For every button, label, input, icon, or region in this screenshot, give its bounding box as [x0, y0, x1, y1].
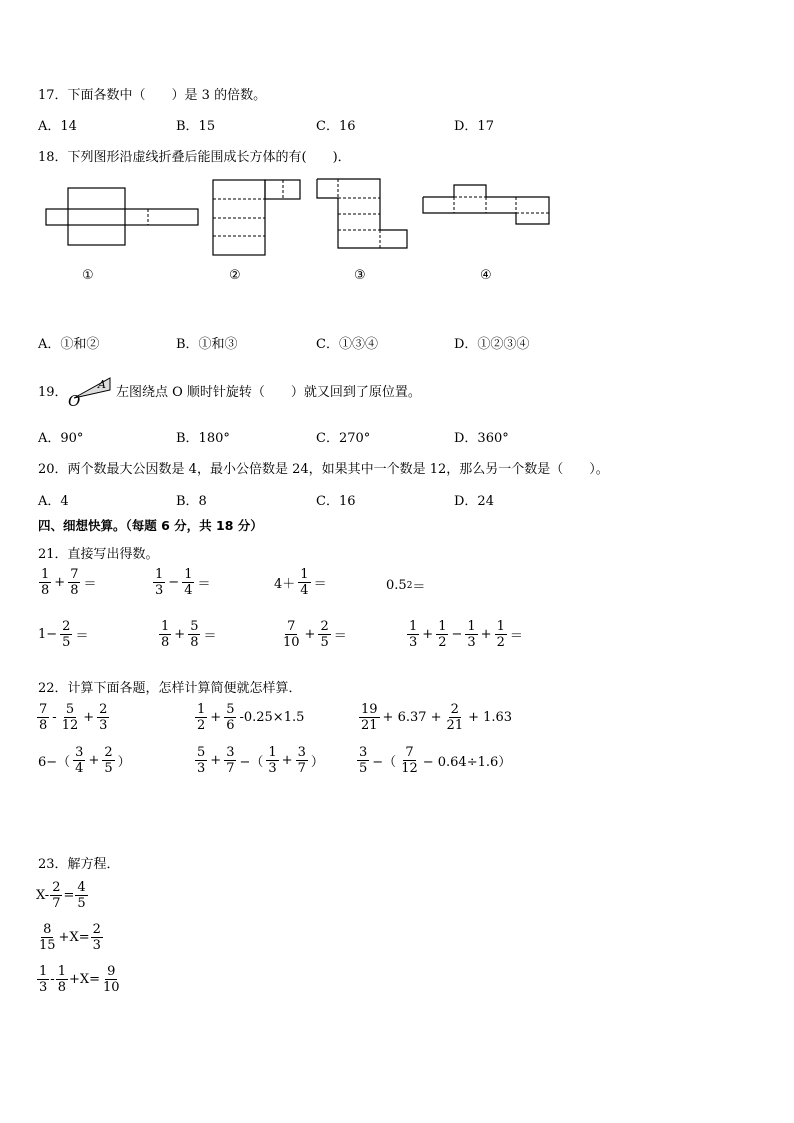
q22-stem: 22．计算下面各题，怎样计算简便就怎样算．: [38, 681, 302, 696]
q21-expr-7: $\frac{7}{10}$ + $\frac{2}{5}$ ＝: [283, 619, 347, 650]
triangle-rotation-figure: [68, 376, 114, 410]
q19-stem: 左图绕点 O 顺时针旋转（ ）就又回到了原位置。: [116, 385, 421, 400]
q20-option-b: B．8: [176, 494, 207, 509]
vertex-o-label: O: [68, 392, 81, 410]
q20-option-a: A．4: [38, 494, 69, 509]
q23-equation-2: $\frac{8}{15}$ +X= $\frac{2}{3}$: [39, 922, 101, 953]
q22-expr-5: $\frac{5}{3}$ + $\frac{3}{7}$ −（ $\frac{1}{3}$ + $\frac{3}{7}$ ）: [197, 745, 324, 776]
net-figure-1: [46, 188, 206, 248]
q21-expr-2: $\frac{1}{3}$ − $\frac{1}{4}$ ＝: [155, 567, 211, 598]
section-4-title: 四、细想快算。（每题 6 分，共 18 分）: [38, 518, 263, 533]
q21-expr-5: 1− $\frac{2}{5}$ ＝: [38, 619, 89, 650]
q18-stem: 18．下列图形沿虚线折叠后能围成长方体的有( )．: [38, 150, 351, 165]
q22-expr-2: $\frac{1}{2}$ + $\frac{5}{6}$ -0.25×1.5: [197, 702, 305, 733]
q21-expr-4: 0.5 2 ＝: [386, 578, 426, 595]
q17-option-a: A．14: [38, 119, 77, 134]
vertex-a-label: A: [98, 378, 106, 391]
q17-option-c: C．16: [316, 119, 356, 134]
net-label-2: ②: [229, 268, 241, 283]
q18-option-c: C．①③④: [316, 337, 378, 352]
net-figure-2: [212, 179, 304, 259]
q23-stem: 23．解方程．: [38, 857, 120, 872]
q22-expr-6: $\frac{3}{5}$ −（ $\frac{7}{12}$ − 0.64÷1.6）: [359, 745, 512, 776]
q17-option-d: D．17: [454, 119, 494, 134]
q23-equation-1: X- $\frac{2}{7}$ = $\frac{4}{5}$: [36, 880, 86, 911]
net-label-1: ①: [82, 268, 94, 283]
q22-expr-3: $\frac{19}{21}$ + 6.37 + $\frac{2}{21}$ + 1.63: [361, 702, 513, 733]
q19-option-c: C．270°: [316, 431, 371, 446]
q20-option-c: C．16: [316, 494, 356, 509]
q18-option-d: D．①②③④: [454, 337, 530, 352]
q17-stem: 17．下面各数中（ ）是 3 的倍数。: [38, 88, 267, 103]
q19-option-b: B．180°: [176, 431, 230, 446]
q20-option-d: D．24: [454, 494, 494, 509]
q21-expr-1: $\frac{1}{8}$ + $\frac{7}{8}$ ＝: [41, 567, 97, 598]
q20-stem: 20．两个数最大公因数是 4，最小公倍数是 24，如果其中一个数是 12，那么另一个数是（ ）。: [38, 462, 609, 477]
q21-expr-8: $\frac{1}{3}$ + $\frac{1}{2}$ − $\frac{1}{3}$ + $\frac{1}{2}$ ＝: [409, 619, 523, 650]
net-figure-3: [316, 178, 411, 252]
q22-expr-1: $\frac{7}{8}$ - $\frac{5}{12}$ + $\frac{2}{3}$: [39, 702, 108, 733]
q21-stem: 21．直接写出得数。: [38, 547, 159, 562]
q19-option-a: A．90°: [38, 431, 84, 446]
q18-option-b: B．①和③: [176, 337, 238, 352]
q21-expr-6: $\frac{1}{8}$ + $\frac{5}{8}$ ＝: [161, 619, 217, 650]
q21-expr-3: 4＋ $\frac{1}{4}$ ＝: [274, 567, 327, 598]
q23-equation-3: $\frac{1}{3}$ - $\frac{1}{8}$ +X= $\frac{9}{10}$: [39, 964, 120, 995]
net-label-4: ④: [480, 268, 492, 283]
net-label-3: ③: [354, 268, 366, 283]
q22-expr-4: 6−（ $\frac{3}{4}$ + $\frac{2}{5}$ ）: [38, 745, 131, 776]
net-figure-4: [422, 184, 552, 228]
q17-option-b: B．15: [176, 119, 216, 134]
q19-option-d: D．360°: [454, 431, 509, 446]
q19-number: 19．: [38, 385, 68, 400]
q18-option-a: A．①和②: [38, 337, 100, 352]
